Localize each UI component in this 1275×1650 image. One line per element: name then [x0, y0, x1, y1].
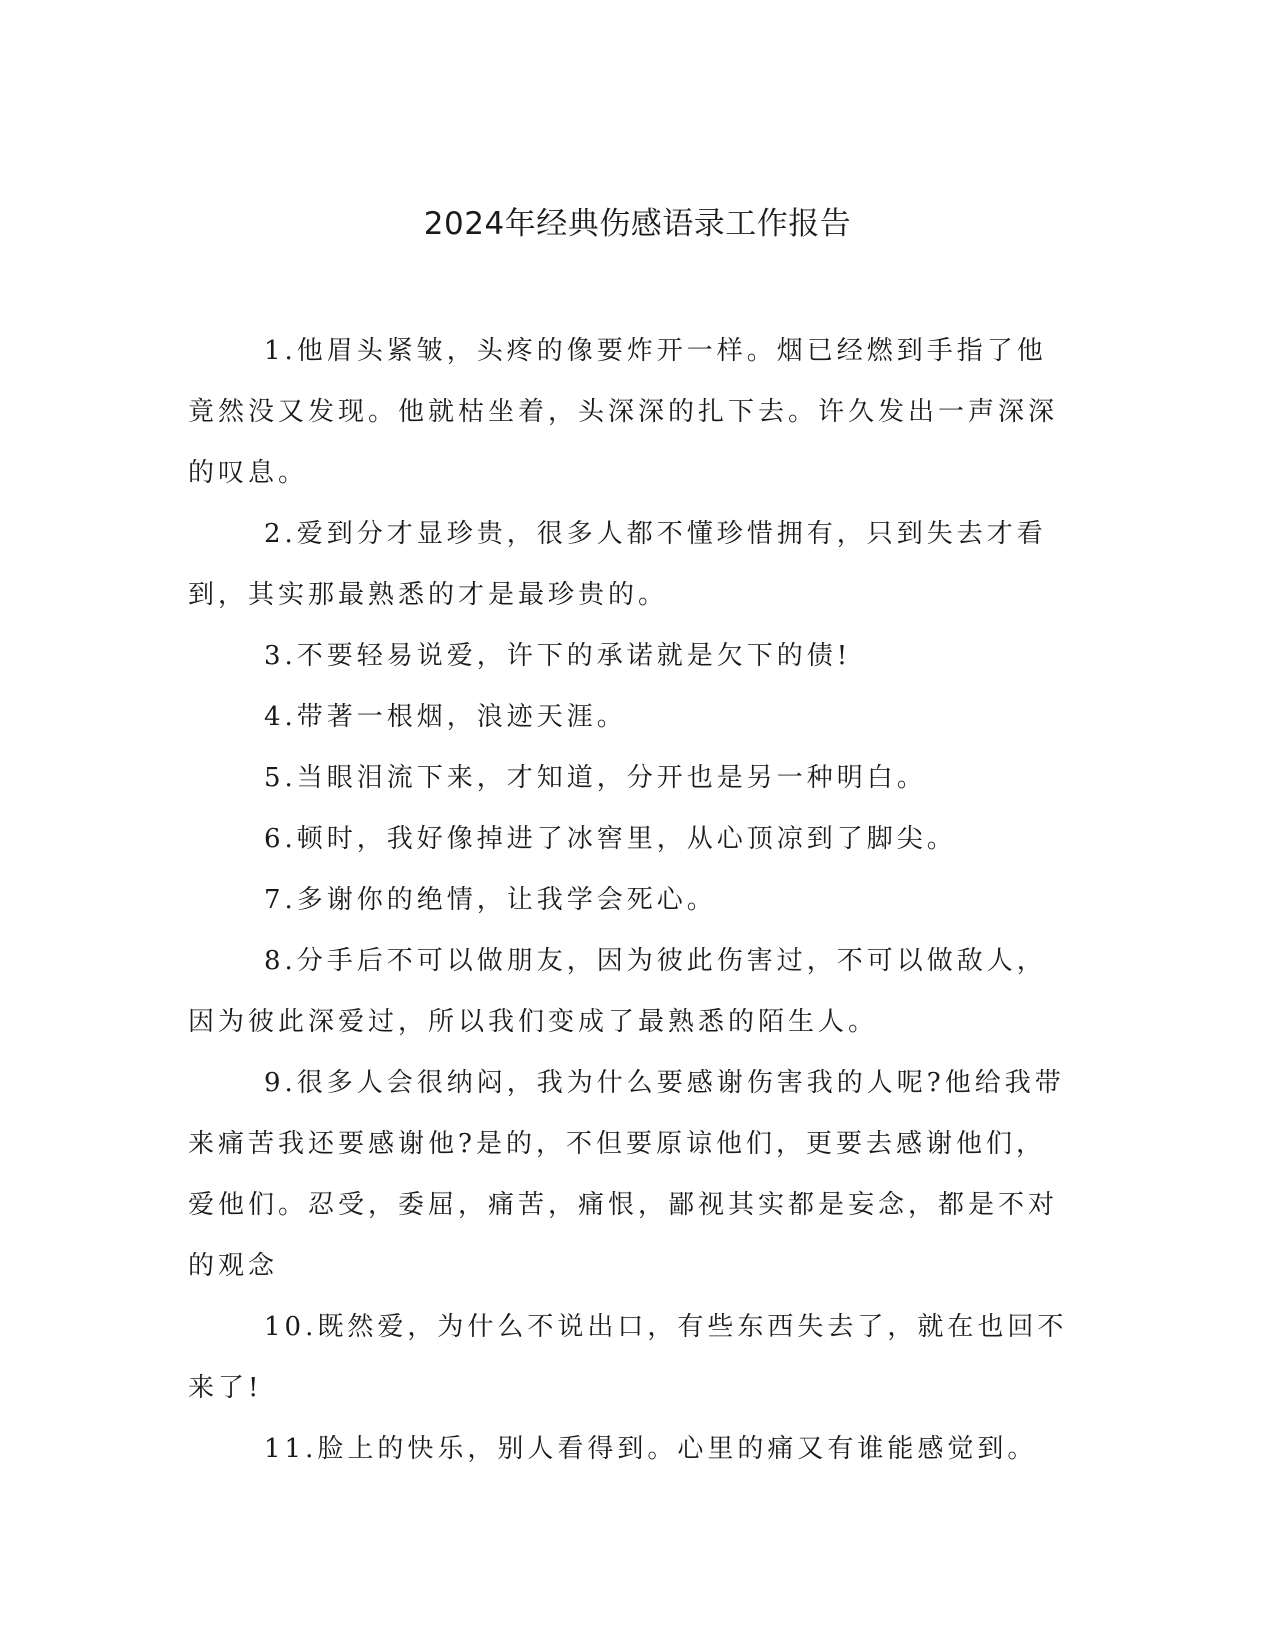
paragraph-11: 11.脸上的快乐，别人看得到。心里的痛又有谁能感觉到。	[264, 1434, 1038, 1464]
paragraph-5: 5.当眼泪流下来，才知道，分开也是另一种明白。	[264, 763, 927, 793]
paragraph-3: 3.不要轻易说爱，许下的承诺就是欠下的债!	[264, 641, 852, 671]
paragraph-7: 7.多谢你的绝情，让我学会死心。	[264, 885, 717, 915]
paragraph-10: 10.既然爱，为什么不说出口，有些东西失去了，就在也回不来了!	[188, 1312, 1068, 1403]
paragraph-6: 6.顿时，我好像掉进了冰窖里，从心顶凉到了脚尖。	[264, 824, 957, 854]
document-body	[188, 321, 1068, 1480]
paragraph-8: 8.分手后不可以做朋友，因为彼此伤害过，不可以做敌人，因为彼此深爱过，所以我们变成了最熟悉的陌生人。	[188, 946, 1047, 1037]
paragraph-2: 2.爱到分才显珍贵，很多人都不懂珍惜拥有，只到失去才看到，其实那最熟悉的才是最珍贵的。	[188, 519, 1047, 610]
paragraph-9: 9.很多人会很纳闷，我为什么要感谢伤害我的人呢?他给我带来痛苦我还要感谢他?是的，不但要原谅他们，更要去感谢他们，爱他们。忍受，委屈，痛苦，痛恨，鄙视其实都是妄念，都是不对的观念	[188, 1068, 1065, 1281]
document-title: 2024年经典伤感语录工作报告	[423, 206, 852, 242]
paragraph-4: 4.带著一根烟，浪迹天涯。	[264, 702, 627, 732]
paragraph-1: 1.他眉头紧皱，头疼的像要炸开一样。烟已经燃到手指了他竟然没又发现。他就枯坐着，头深深的扎下去。许久发出一声深深的叹息。	[188, 336, 1059, 488]
